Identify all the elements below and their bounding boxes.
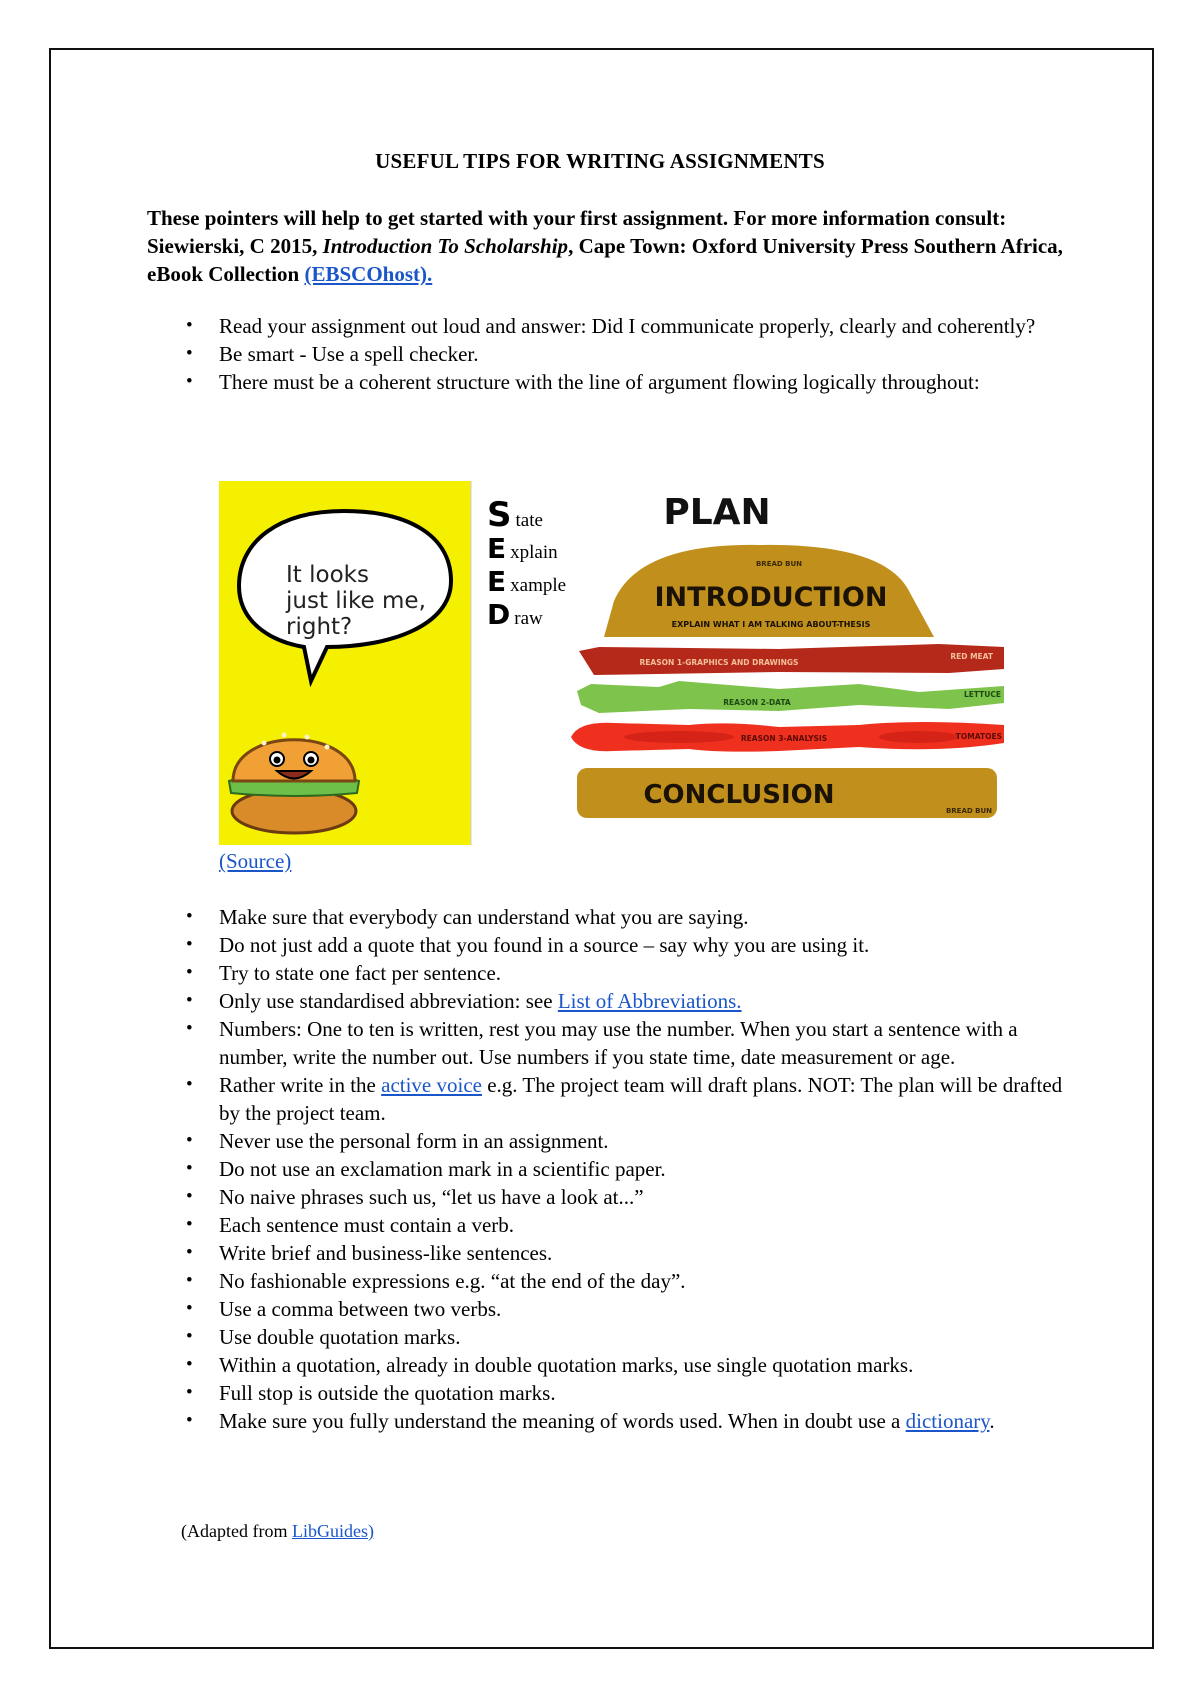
tips-list-after-figure (148, 903, 1078, 1435)
adapted-from-note (181, 1519, 374, 1543)
list-of-abbreviations-link[interactable]: List of Abbreviations. (557, 989, 742, 1013)
tip-item: • Do not just add a quote that you found in a source – say why you are using it. (148, 931, 1078, 959)
introduction-label: INTRODUCTION (654, 582, 888, 613)
speech-line-3: right? (286, 614, 353, 640)
tip-item: • Full stop is outside the quotation marks. (148, 1379, 1078, 1407)
reason2-label: REASON 2-DATA (723, 698, 791, 707)
tip-item: • Numbers: One to ten is written, rest you may use the number. When you start a sentence with a number, write the number out. Use numbers if you state time, date measurement or age. (148, 1015, 1078, 1071)
tip-item: • Each sentence must contain a verb. (148, 1211, 1078, 1239)
tip-item: • Never use the personal form in an assignment. (148, 1127, 1078, 1155)
speech-line-1: It looks (286, 562, 369, 588)
tomatoes-label: TOMATOES (955, 732, 1002, 741)
seed-word-state: tate (515, 510, 543, 531)
tip-item: • There must be a coherent structure with the line of argument flowing logically throughout: (148, 368, 1078, 396)
seed-word-explain: xplain (510, 542, 558, 563)
tips-list-before-figure (148, 312, 1078, 396)
top-bun-label: BREAD BUN (755, 560, 803, 568)
tip-item: • Use double quotation marks. (148, 1323, 1078, 1351)
burger-plan-illustration (219, 481, 1004, 845)
seed-letter-s: S (487, 495, 512, 535)
libguides-link[interactable]: LibGuides) (291, 1521, 374, 1541)
tip-item: • Do not use an exclamation mark in a scientific paper. (148, 1155, 1078, 1183)
intro-text-start: These pointers will help to get started with your first assignment. For more information consult: Siewierski, C 2015, (147, 206, 1007, 258)
tip-item: • No fashionable expressions e.g. “at the end of the day”. (148, 1267, 1078, 1295)
tip-item: • Within a quotation, already in double quotation marks, use single quotation marks. (148, 1351, 1078, 1379)
tip-item: • Read your assignment out loud and answer: Did I communicate properly, clearly and coherently? (148, 312, 1078, 340)
tip-item (148, 1407, 1078, 1435)
reason3-label: REASON 3-ANALYSIS (740, 734, 828, 743)
lettuce-label: LETTUCE (963, 690, 1001, 699)
tip-text: Only use standardised abbreviation: see (219, 989, 558, 1013)
seed-letter-e1: E (487, 532, 507, 565)
red-meat-label: RED MEAT (950, 652, 993, 661)
tip-text: Rather write in the (219, 1073, 382, 1097)
speech-line-2: just like me, (286, 588, 426, 614)
page-title: USEFUL TIPS FOR WRITING ASSIGNMENTS (375, 149, 825, 173)
adapted-prefix: (Adapted from (181, 1521, 292, 1541)
intro-book-title: Introduction To Scholarship (322, 234, 569, 258)
source-link[interactable]: (Source) (219, 849, 292, 873)
seed-word-draw: raw (514, 608, 543, 629)
tip-item: • Use a comma between two verbs. (148, 1295, 1078, 1323)
seed-word-example: xample (510, 575, 567, 596)
intro-paragraph (147, 204, 1087, 288)
reason1-label: REASON 1-GRAPHICS AND DRAWINGS (639, 658, 799, 667)
tip-text: Make sure you fully understand the meaning of words used. When in doubt use a (219, 1409, 906, 1433)
bottom-bun-label: BREAD BUN (945, 807, 992, 815)
tip-item: • Make sure that everybody can understand what you are saying. (148, 903, 1078, 931)
tip-text: . (989, 1409, 995, 1433)
explain-what-label: EXPLAIN WHAT I AM TALKING ABOUT-THESIS (671, 620, 871, 629)
ebscohost-link[interactable]: (EBSCOhost). (304, 262, 433, 286)
conclusion-label: CONCLUSION (643, 780, 835, 810)
intro-text-end: , Cape Town: Oxford University Press Southern Africa, eBook Collection (147, 234, 1063, 286)
tip-item (148, 1071, 1078, 1127)
dictionary-link[interactable]: dictionary (905, 1409, 990, 1433)
tip-item: • Try to state one fact per sentence. (148, 959, 1078, 987)
tip-item: • No naive phrases such us, “let us have a look at...” (148, 1183, 1078, 1211)
tip-item: • Write brief and business-like sentences. (148, 1239, 1078, 1267)
tip-item: • Be smart - Use a spell checker. (148, 340, 1078, 368)
seed-letter-d: D (487, 598, 511, 631)
active-voice-link[interactable]: active voice (381, 1073, 482, 1097)
tip-item (148, 987, 1078, 1015)
burger-plan-figure (219, 481, 1004, 845)
tip-text: e.g. The project team will draft plans. NOT: The plan will be drafted by the project team. (219, 1073, 1063, 1125)
plan-heading: PLAN (663, 492, 771, 533)
seed-letter-e2: E (487, 565, 507, 598)
